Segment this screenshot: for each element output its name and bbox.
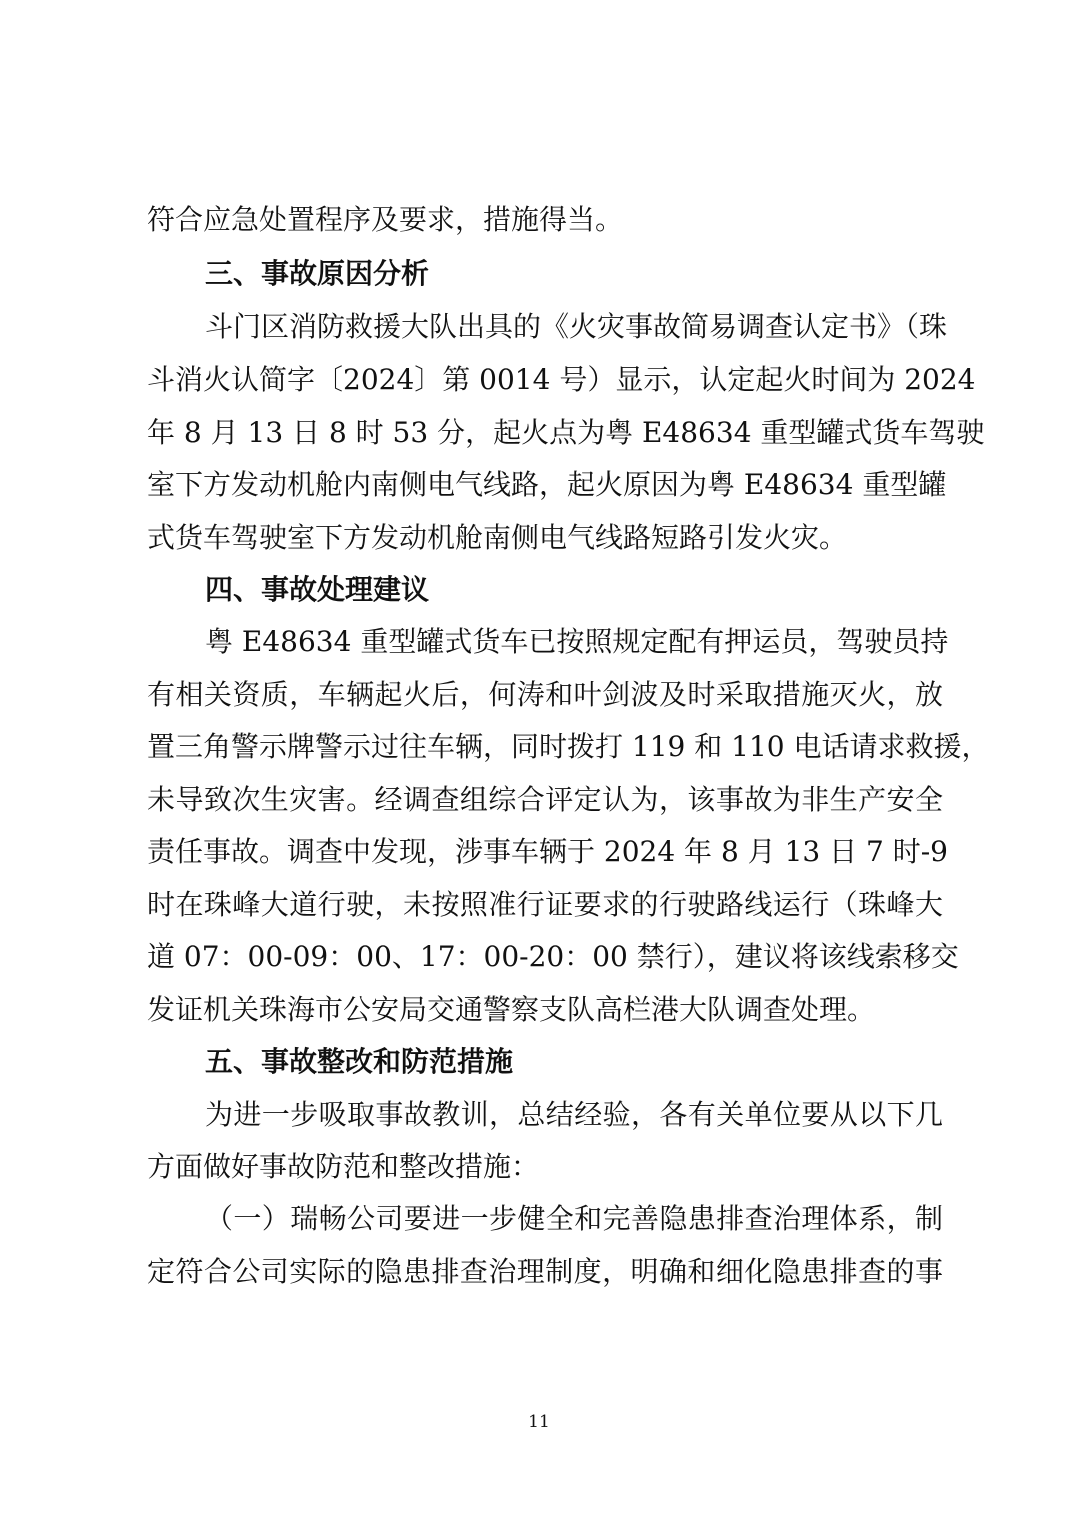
paragraph-line: 定符合公司实际的隐患排查治理制度，明确和细化隐患排查的事 <box>147 1255 943 1288</box>
paragraph-line: 发证机关珠海市公安局交通警察支队高栏港大队调查处理。 <box>147 993 876 1026</box>
paragraph-line: 有相关资质，车辆起火后，何涛和叶剑波及时采取措施灭火，放 <box>147 678 943 711</box>
paragraph-line: 方面做好事故防范和整改措施： <box>147 1150 540 1183</box>
paragraph-line: 年 8 月 13 日 8 时 53 分，起火点为粤 E48634 重型罐式货车驾驶 <box>147 416 985 449</box>
page-number: 11 <box>528 1412 550 1432</box>
paragraph-line: 式货车驾驶室下方发动机舱南侧电气线路短路引发火灾。 <box>147 521 848 554</box>
paragraph-line: 为进一步吸取事故教训，总结经验，各有关单位要从以下几 <box>205 1098 943 1131</box>
paragraph-line: 时在珠峰大道行驶，未按照准行证要求的行驶路线运行（珠峰大 <box>147 888 943 921</box>
section-heading-5: 五、事故整改和防范措施 <box>205 1045 514 1078</box>
paragraph-line: 道 07：00-09：00、17：00-20：00 禁行），建议将该线索移交 <box>147 940 959 973</box>
paragraph-line: 符合应急处置程序及要求，措施得当。 <box>147 203 624 236</box>
paragraph-line: 置三角警示牌警示过往车辆，同时拨打 119 和 110 电话请求救援， <box>147 730 990 763</box>
paragraph-line: 斗消火认简字〔2024〕第 0014 号）显示，认定起火时间为 2024 <box>147 363 976 396</box>
paragraph-line: 斗门区消防救援大队出具的《火灾事故简易调查认定书》（珠 <box>205 310 948 343</box>
section-heading-4: 四、事故处理建议 <box>205 573 430 606</box>
section-heading-3: 三、事故原因分析 <box>205 257 430 290</box>
paragraph-line: 粤 E48634 重型罐式货车已按照规定配有押运员，驾驶员持 <box>205 625 949 658</box>
paragraph-line: 未导致次生灾害。经调查组综合评定认为，该事故为非生产安全 <box>147 783 943 816</box>
paragraph-line: 室下方发动机舱内南侧电气线路，起火原因为粤 E48634 重型罐 <box>147 468 947 501</box>
paragraph-line: 责任事故。调查中发现，涉事车辆于 2024 年 8 月 13 日 7 时-9 <box>147 835 948 868</box>
paragraph-line: （一）瑞畅公司要进一步健全和完善隐患排查治理体系，制 <box>205 1202 943 1235</box>
